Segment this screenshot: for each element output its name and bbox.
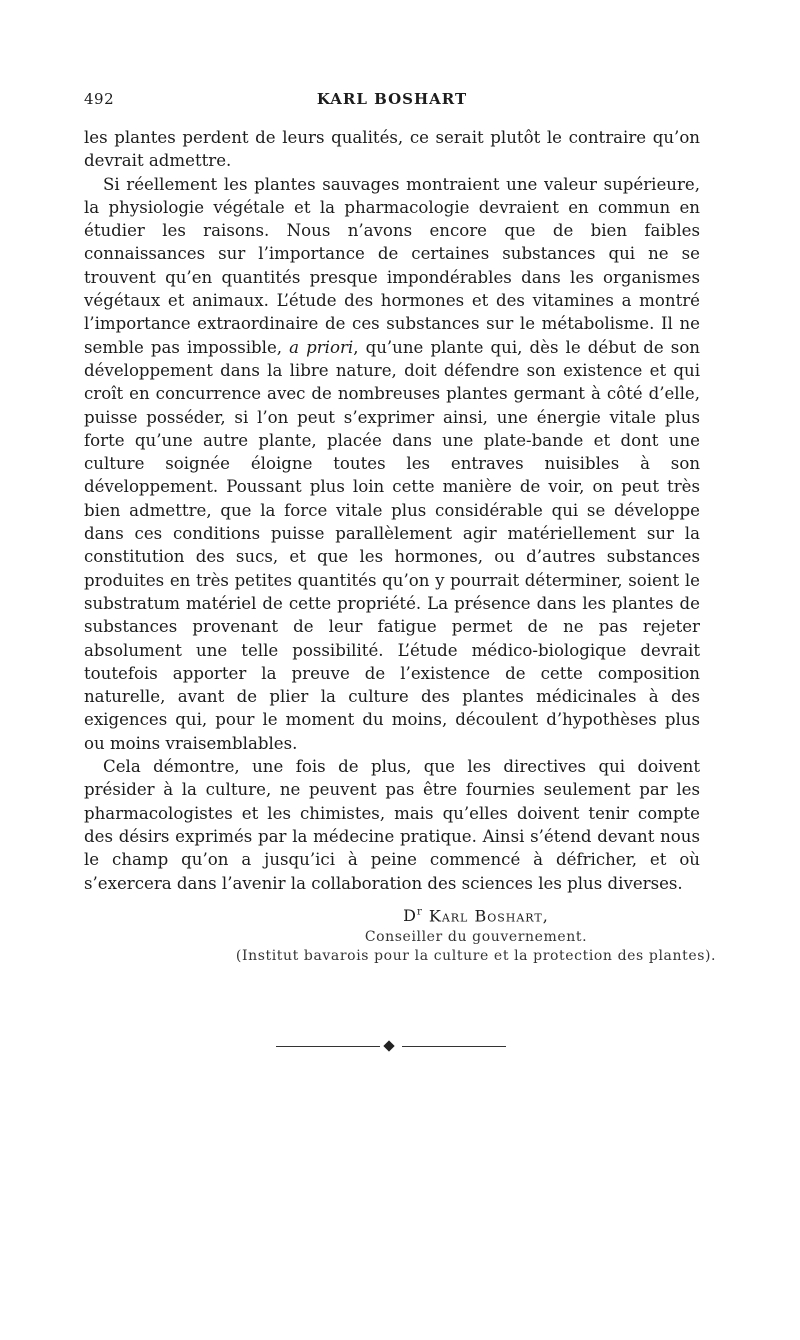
- signature-block: [188, 901, 764, 966]
- diamond-icon: [383, 1040, 394, 1051]
- running-title: KARL BOSHART: [316, 90, 468, 108]
- paragraph-continuation: les plantes perdent de leurs qualités, ce serait plutôt le contraire qu’on devrait admettre.: [84, 128, 700, 171]
- italic-a-priori: a priori: [289, 337, 354, 357]
- signature-dr-letter: D: [403, 906, 417, 926]
- body-text: [84, 126, 700, 895]
- paragraph-conclusion: Cela démontre, une fois de plus, que les directives qui doivent présider à la culture, ne peuvent pas être fournies seulement par les pharmacologistes et les chimistes, mais qu’elles doivent tenir compte des désirs exprimés par la médecine pratique. Ainsi s’étend devant nous le champ qu’on a jusqu’ici à peine commencé à défricher, et où s’exercera dans l’avenir la collaboration des sciences les plus diverses.: [84, 757, 700, 893]
- paragraph-wild-plants: [84, 173, 700, 755]
- ornament-rule-left: [276, 1046, 380, 1047]
- signature-author-name: Karl Boshart,: [428, 906, 549, 926]
- running-head: [84, 90, 700, 112]
- paragraph-wild-plants-part-1: Si réellement les plantes sauvages montraient une valeur supérieure, la physiologie végétale et la pharmacologie devraient en commun en étudier les raisons. Nous n’avons encore que de bien faibles connaissances sur l’importance de certaines substances qui ne se trouvent qu’en quantités presque impondérables dans les organismes végétaux et animaux. L’étude des hormones et des vitamines a montré l’importance extraordinaire de ces substances sur le métabolisme. Il ne semble pas impossible,: [84, 174, 700, 357]
- signature-name: [188, 901, 764, 928]
- signature-dr: [403, 906, 423, 925]
- signature-dr-superscript: r: [417, 907, 423, 918]
- end-ornament: [276, 1040, 506, 1054]
- signature-institution: (Institut bavarois pour la culture et la protection des plantes).: [235, 948, 717, 965]
- signature-title: Conseiller du gouvernement.: [364, 929, 588, 946]
- page-number: 492: [84, 90, 115, 108]
- paragraph-wild-plants-part-2: , qu’une plante qui, dès le début de son développement dans la libre nature, doit défendre son existence et qui croît en concurrence avec de nombreuses plantes germant à côté d’elle, puisse posséder, si l’on peut s’exprimer ainsi, une énergie vitale plus forte qu’une autre plante, placée dans une plate-bande et dont une culture soignée éloigne toutes les entraves nuisibles à son développement. Poussant plus loin cette manière de voir, on peut très bien admettre, que la force vitale plus considérable qui se développe dans ces conditions puisse parallèlement agir matériellement sur la constitution des sucs, et que les hormones, ou d’autres substances produites en très petites quantités qu’on y pourrait déterminer, soient le substratum matériel de cette propriété. La présence dans les plantes de substances provenant de leur fatigue permet de ne pas rejeter absolument une telle possibilité. L’étude médico-biologique devrait toutefois apporter la preuve de l’existence de cette composition naturelle, avant de plier la culture des plantes médicinales à des exigences qui, pour le moment du moins, découlent d’hypothèses plus ou moins vraisemblables.: [84, 337, 700, 753]
- ornament-rule-right: [402, 1046, 506, 1047]
